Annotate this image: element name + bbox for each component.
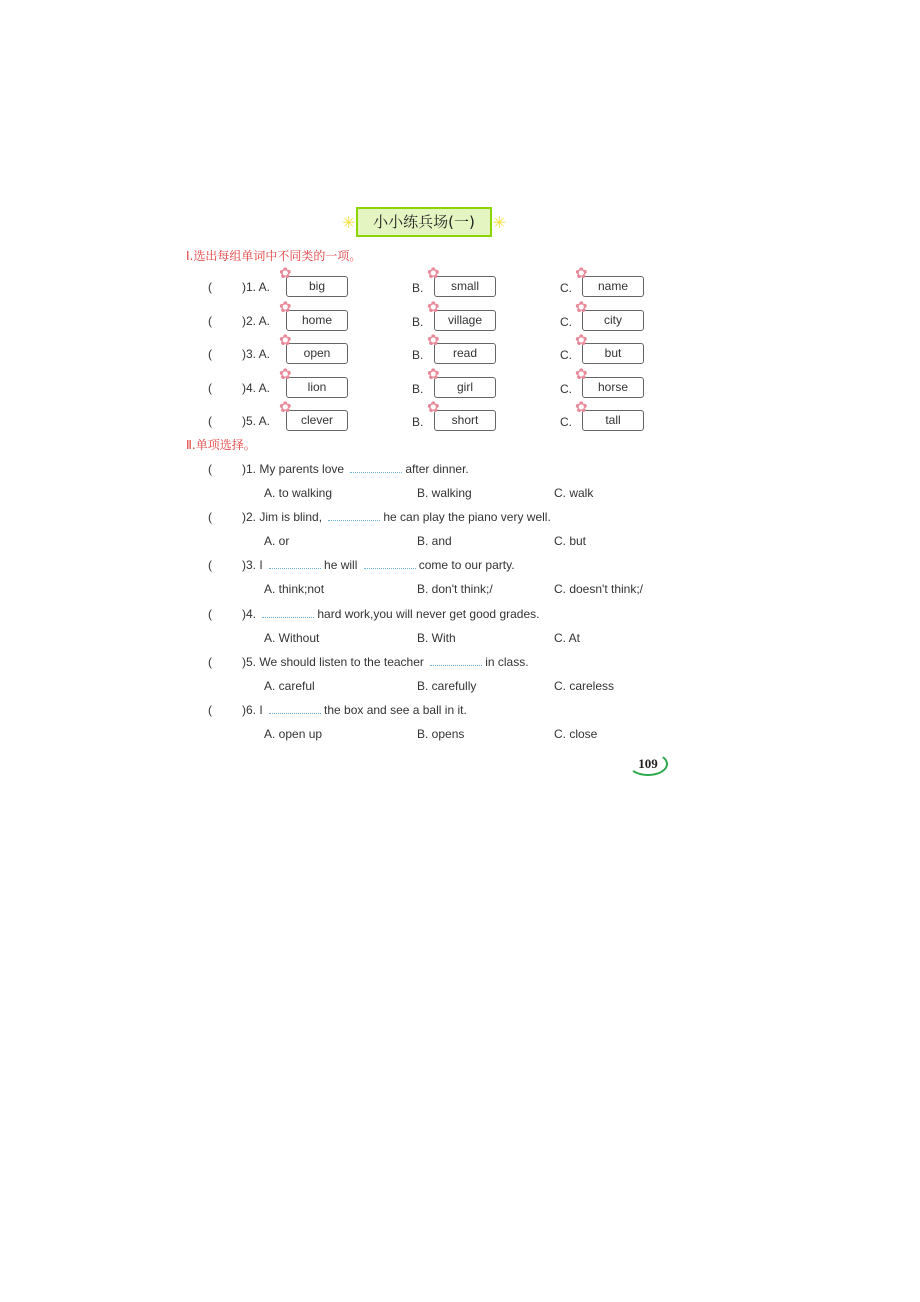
option-word: clever — [300, 413, 333, 427]
answer-blank — [328, 510, 380, 521]
option-word: home — [301, 313, 333, 327]
option-c[interactable] — [575, 399, 644, 431]
answer-paren[interactable]: ( — [208, 607, 212, 621]
flower-icon: ✿ — [427, 399, 440, 416]
option-label: C. — [560, 348, 572, 362]
option-b[interactable]: B. don't think;/ — [417, 582, 493, 596]
option-a[interactable] — [279, 332, 348, 364]
option-label: B. — [412, 315, 424, 329]
flower-icon: ✿ — [279, 366, 292, 383]
option-word: lion — [307, 380, 327, 394]
option-label: C. — [560, 415, 572, 429]
option-c[interactable]: C. At — [554, 631, 581, 645]
page-number: 109 — [628, 752, 668, 776]
answer-blank — [350, 462, 402, 473]
option-b[interactable] — [427, 399, 496, 431]
answer-paren[interactable]: ( — [208, 703, 212, 717]
flower-icon: ✿ — [427, 299, 440, 316]
question-number: )5. A. — [242, 414, 271, 428]
flower-icon: ✿ — [427, 265, 440, 282]
option-a[interactable]: A. think;not — [264, 582, 325, 596]
option-a[interactable] — [279, 265, 348, 297]
option-b[interactable]: B. opens — [417, 727, 465, 741]
option-b[interactable] — [427, 265, 496, 297]
question-text — [242, 703, 467, 717]
flower-icon: ✿ — [575, 265, 588, 282]
question-part: )3. I — [242, 558, 267, 572]
option-c[interactable]: C. walk — [554, 486, 594, 500]
question-part: hard work,you will never get good grades. — [317, 607, 540, 621]
question-part: )4. — [242, 607, 260, 621]
option-b[interactable]: B. and — [417, 534, 452, 548]
option-word: open — [303, 346, 331, 360]
option-label: C. — [560, 382, 572, 396]
answer-paren[interactable]: ( — [208, 347, 212, 361]
question-text — [242, 510, 551, 524]
option-label: C. — [560, 281, 572, 295]
option-label: B. — [412, 415, 424, 429]
option-word: horse — [597, 380, 629, 394]
question-part: )2. Jim is blind, — [242, 510, 326, 524]
option-a[interactable]: A. open up — [264, 727, 323, 741]
question-part: after dinner. — [405, 462, 469, 476]
answer-paren[interactable]: ( — [208, 655, 212, 669]
option-c[interactable] — [575, 366, 644, 398]
question-number: )2. A. — [242, 314, 271, 328]
section1-heading: Ⅰ.选出每组单词中不同类的一项。 — [186, 249, 362, 263]
burst-icon: ✳ — [342, 213, 356, 232]
question-part: come to our party. — [418, 558, 515, 572]
option-a[interactable]: A. careful — [264, 679, 315, 693]
option-word: small — [450, 279, 479, 293]
option-a[interactable] — [279, 399, 348, 431]
option-word: village — [447, 313, 483, 327]
question-part: he can play the piano very well. — [383, 510, 551, 524]
option-b[interactable] — [427, 299, 496, 331]
option-a[interactable] — [279, 299, 348, 331]
option-word: but — [604, 346, 622, 360]
option-label: B. — [412, 281, 424, 295]
title-text: 小小练兵场(一) — [373, 213, 475, 231]
option-label: B. — [412, 348, 424, 362]
option-c[interactable]: C. careless — [554, 679, 615, 693]
question-part: )5. We should listen to the teacher — [242, 655, 428, 669]
question-text — [242, 607, 539, 621]
option-c[interactable] — [575, 265, 644, 297]
option-word: big — [308, 279, 325, 293]
section2-heading: Ⅱ.单项选择。 — [186, 438, 256, 452]
question-part: )6. I — [242, 703, 267, 717]
answer-paren[interactable]: ( — [208, 414, 212, 428]
option-word: city — [604, 313, 622, 327]
answer-blank — [430, 655, 482, 666]
answer-paren[interactable]: ( — [208, 462, 212, 476]
answer-paren[interactable]: ( — [208, 558, 212, 572]
option-c[interactable] — [575, 299, 644, 331]
option-label: B. — [412, 382, 424, 396]
option-word: tall — [605, 413, 621, 427]
option-c[interactable]: C. close — [554, 727, 598, 741]
flower-icon: ✿ — [427, 366, 440, 383]
option-a[interactable]: A. or — [264, 534, 290, 548]
answer-blank — [262, 607, 314, 618]
option-word: read — [452, 346, 478, 360]
flower-icon: ✿ — [575, 399, 588, 416]
flower-icon: ✿ — [427, 332, 440, 349]
flower-icon: ✿ — [575, 299, 588, 316]
question-part: in class. — [485, 655, 529, 669]
option-word: girl — [456, 380, 473, 394]
question-part: )1. My parents love — [242, 462, 348, 476]
answer-paren[interactable]: ( — [208, 314, 212, 328]
option-b[interactable]: B. walking — [417, 486, 472, 500]
answer-blank — [364, 558, 416, 569]
question-number: )4. A. — [242, 381, 271, 395]
flower-icon: ✿ — [279, 265, 292, 282]
option-c[interactable]: C. but — [554, 534, 587, 548]
option-a[interactable] — [279, 366, 348, 398]
option-b[interactable]: B. carefully — [417, 679, 477, 693]
answer-paren[interactable]: ( — [208, 381, 212, 395]
flower-icon: ✿ — [279, 332, 292, 349]
option-word: short — [451, 413, 479, 427]
option-b[interactable] — [427, 366, 496, 398]
question-number: )1. A. — [242, 280, 271, 294]
option-b[interactable]: B. With — [417, 631, 456, 645]
answer-blank — [269, 558, 321, 569]
option-a[interactable]: A. Without — [264, 631, 320, 645]
flower-icon: ✿ — [279, 299, 292, 316]
answer-blank — [269, 703, 321, 714]
option-a[interactable]: A. to walking — [264, 486, 333, 500]
option-c[interactable] — [575, 332, 644, 364]
answer-paren[interactable]: ( — [208, 280, 212, 294]
question-part: the box and see a ball in it. — [324, 703, 467, 717]
flower-icon: ✿ — [575, 332, 588, 349]
flower-icon: ✿ — [279, 399, 292, 416]
question-text — [242, 558, 515, 572]
option-label: C. — [560, 315, 572, 329]
option-word: name — [597, 279, 629, 293]
answer-paren[interactable]: ( — [208, 510, 212, 524]
flower-icon: ✿ — [575, 366, 588, 383]
question-text — [242, 655, 529, 669]
burst-icon: ✳ — [492, 213, 506, 232]
question-text — [242, 462, 469, 476]
option-c[interactable]: C. doesn't think;/ — [554, 582, 644, 596]
question-part: he will — [324, 558, 361, 572]
worksheet-title — [342, 207, 506, 237]
option-b[interactable] — [427, 332, 496, 364]
question-number: )3. A. — [242, 347, 271, 361]
